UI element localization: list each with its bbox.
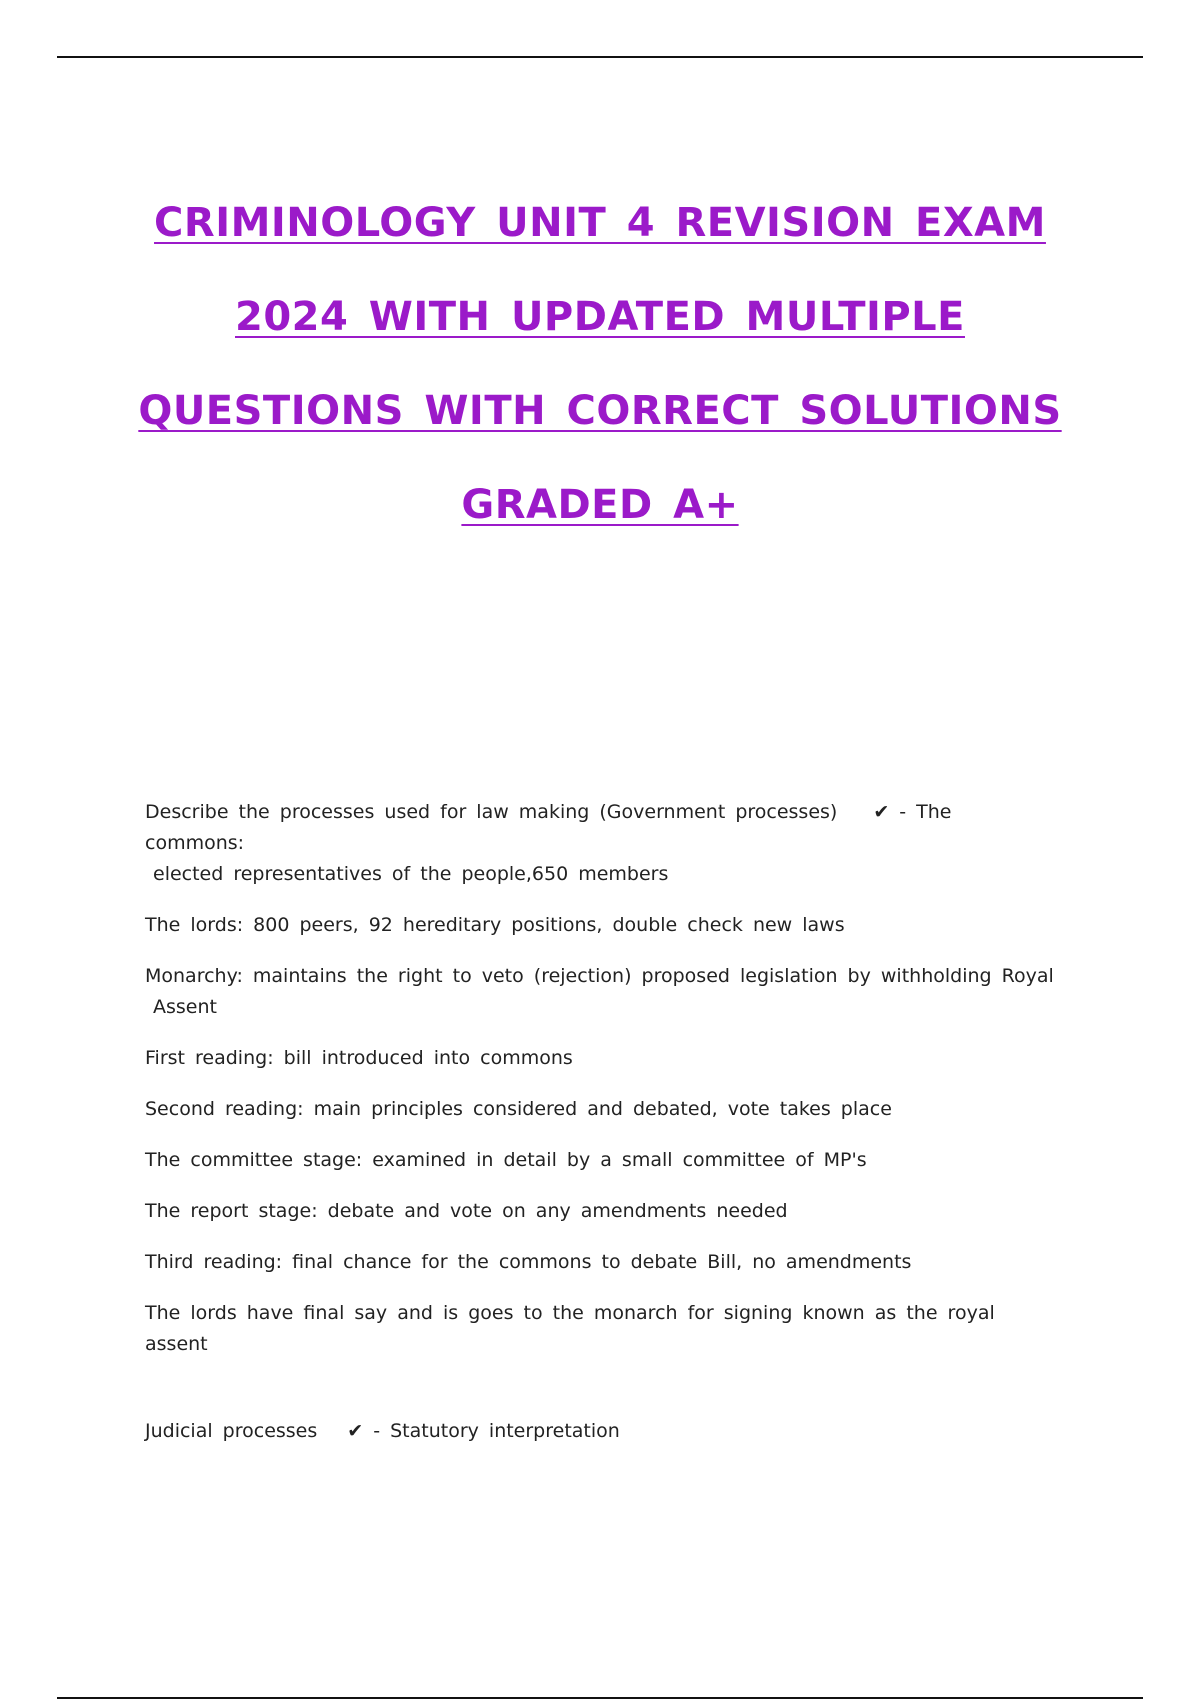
top-rule: [57, 56, 1143, 58]
answer-line-second-reading: Second reading: main principles considered and debated, vote takes place: [145, 1098, 892, 1120]
monarchy-line-1: Monarchy: maintains the right to veto (rejection) proposed legislation by withholding Royal: [145, 965, 1054, 987]
answer-line-royal-assent: The lords have final say and is goes to the monarch for signing known as the royal assent: [145, 1302, 995, 1355]
answer-line-first-reading: First reading: bill introduced into commons: [145, 1047, 573, 1069]
title-line-4: GRADED A+: [461, 482, 739, 528]
question-text: Judicial processes: [145, 1420, 318, 1442]
checkmark-icon: ✔: [873, 801, 890, 823]
answer-text: - The commons:: [145, 801, 952, 854]
answer-continuation: elected representatives of the people,650 members: [153, 863, 669, 885]
question-text: Describe the processes used for law making (Government processes): [145, 801, 838, 823]
bottom-rule: [57, 1697, 1143, 1699]
monarchy-line-2: Assent: [153, 996, 217, 1018]
qa-judicial-processes: [145, 1416, 1060, 1447]
answer-line-monarchy: [145, 961, 1060, 1023]
answer-line-third-reading: Third reading: final chance for the commons to debate Bill, no amendments: [145, 1251, 912, 1273]
qa-law-making: [145, 797, 1060, 890]
checkmark-icon: ✔: [347, 1420, 364, 1442]
document-body: [145, 797, 1060, 1467]
document-title: [100, 176, 1100, 552]
answer-line-committee-stage: The committee stage: examined in detail by a small committee of MP's: [145, 1149, 867, 1171]
answer-line-report-stage: The report stage: debate and vote on any amendments needed: [145, 1200, 788, 1222]
answer-text: - Statutory interpretation: [373, 1420, 620, 1442]
title-line-2: 2024 WITH UPDATED MULTIPLE: [235, 294, 965, 340]
title-line-3: QUESTIONS WITH CORRECT SOLUTIONS: [138, 388, 1062, 434]
answer-line-lords: The lords: 800 peers, 92 hereditary positions, double check new laws: [145, 914, 845, 936]
title-line-1: CRIMINOLOGY UNIT 4 REVISION EXAM: [154, 200, 1046, 246]
